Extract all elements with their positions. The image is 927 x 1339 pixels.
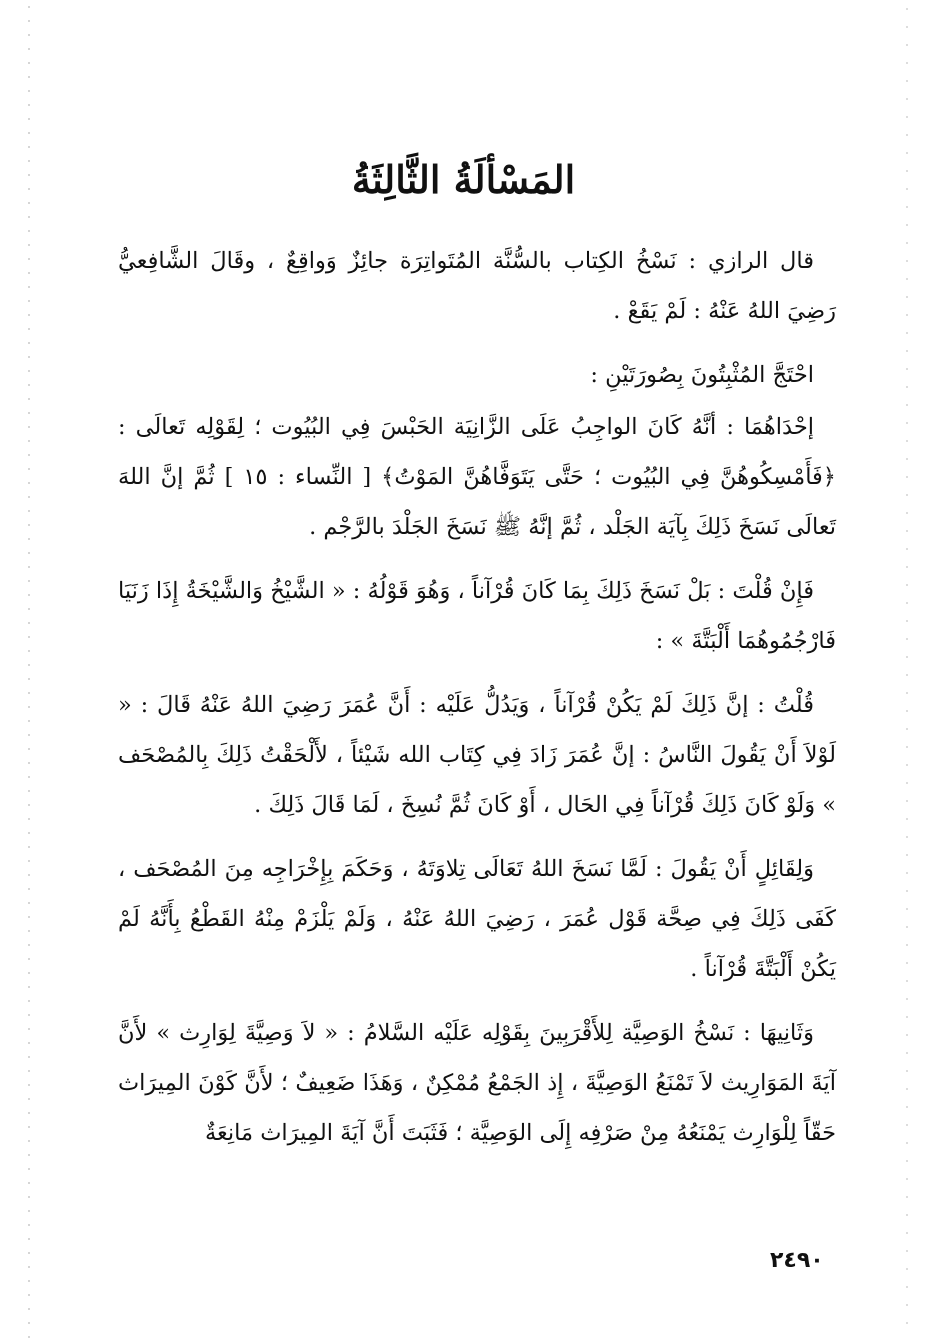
paragraph-proponents-intro: احْتَجَّ المُثْبِتُونَ بِصُورَتَيْنِ : (590, 362, 814, 388)
section-title: المَسْألَةُ الثَّالِثَةُ (351, 157, 576, 202)
paragraph-razi-statement: قال الرازي : نَسْخُ الكِتاب بالسُّنَّة المُتَواتِرَة جائِزٌ وَواقِعٌ ، وقَالَ الشَّافِعيُّ رَضِيَ اللهُ عَنْهُ : لَمْ يَقَعْ . (118, 248, 836, 324)
paragraph-counter: وَلِقَائِلٍ أَنْ يَقُولَ : لَمَّا نَسَخَ اللهُ تَعَالَى تِلاوَتَهُ ، وَحَكَمَ بِإِخْرَاجِه مِنَ المُصْحَف ، كَفَى ذَلِكَ فِي صِحَّة قَوْل عُمَرَ ، رَضِيَ اللهُ عَنْهُ ، وَلَمْ يَلْزَمْ مِنْهُ القَطْعُ بِأَنَّهُ لَمْ يَكُنْ أَلْبَتَّةَ قُرْآناً . (118, 856, 836, 982)
paragraph-reply: قُلْتُ : إنَّ ذَلِكَ لَمْ يَكُنْ قُرْآناً ، وَيَدُلُّ عَلَيْه : أَنَّ عُمَرَ رَضِيَ اللهُ عَنْهُ قَالَ : « لَوْلاَ أَنْ يَقُولَ النَّاسُ : إنَّ عُمَرَ زَادَ فِي كِتَاب الله شَيْئاً ، لأَلْحَقْتُ ذَلِكَ بِالمُصْحَف » وَلَوْ كَانَ ذَلِكَ قُرْآناً فِي الحَال ، أَوْ كَانَ ثُمَّ نُسِخَ ، لَمَا قَالَ ذَلِكَ . (118, 692, 836, 818)
paragraph-first-case: إحْدَاهُمَا : أنَّهُ كَانَ الواجِبُ عَلَى الزَّانِيَة الحَبْسَ فِي البُيُوت ؛ لِقَوْلِه تَعالَى : ﴿فَأَمْسِكُوهُنَّ فِي البُيُوت ؛ حَتَّى يَتَوَفَّاهُنَّ المَوْتُ﴾ [ النِّساء : ١٥ ] ثُمَّ إنَّ اللهَ تَعالَى نَسَخَ ذَلِكَ بِآيَة الجَلْد ، ثُمَّ إنَّهُ ﷺ نَسَخَ الجَلْدَ بالرَّجْم . (118, 414, 836, 540)
paragraph-second-case: وَثَانِيهَا : نَسْخُ الوَصِيَّة لِلأَقْرَبِينَ بِقَوْلِه عَلَيْه السَّلامُ : « لاَ وَصِيَّةَ لِوَارِث » لأَنَّ آيَةَ المَوَارِيث لاَ تَمْنَعُ الوَصِيَّةَ ، إِذ الجَمْعُ مُمْكِنٌ ، وَهَذَا ضَعِيفٌ ؛ لأَنَّ كَوْنَ المِيرَاث حَقّاً لِلْوَارِث يَمْنَعُهُ مِنْ صَرْفِه إِلَى الوَصِيَّة ؛ فَثَبَتَ أَنَّ آيَةَ المِيرَاث مَانِعَةٌ (118, 1020, 836, 1146)
body-text (118, 236, 836, 1172)
paragraph-objection: فَإِنْ قُلْتَ : بَلْ نَسَخَ ذَلِكَ بِمَا كَانَ قُرْآناً ، وَهُوَ قَوْلُهُ : « الشَّيْخُ وَالشَّيْخَةُ إِذَا زَنَيَا فَارْجُمُوهُمَا أَلْبَتَّةَ » : (118, 578, 836, 654)
page-number: ٢٤٩٠ (770, 1248, 824, 1273)
